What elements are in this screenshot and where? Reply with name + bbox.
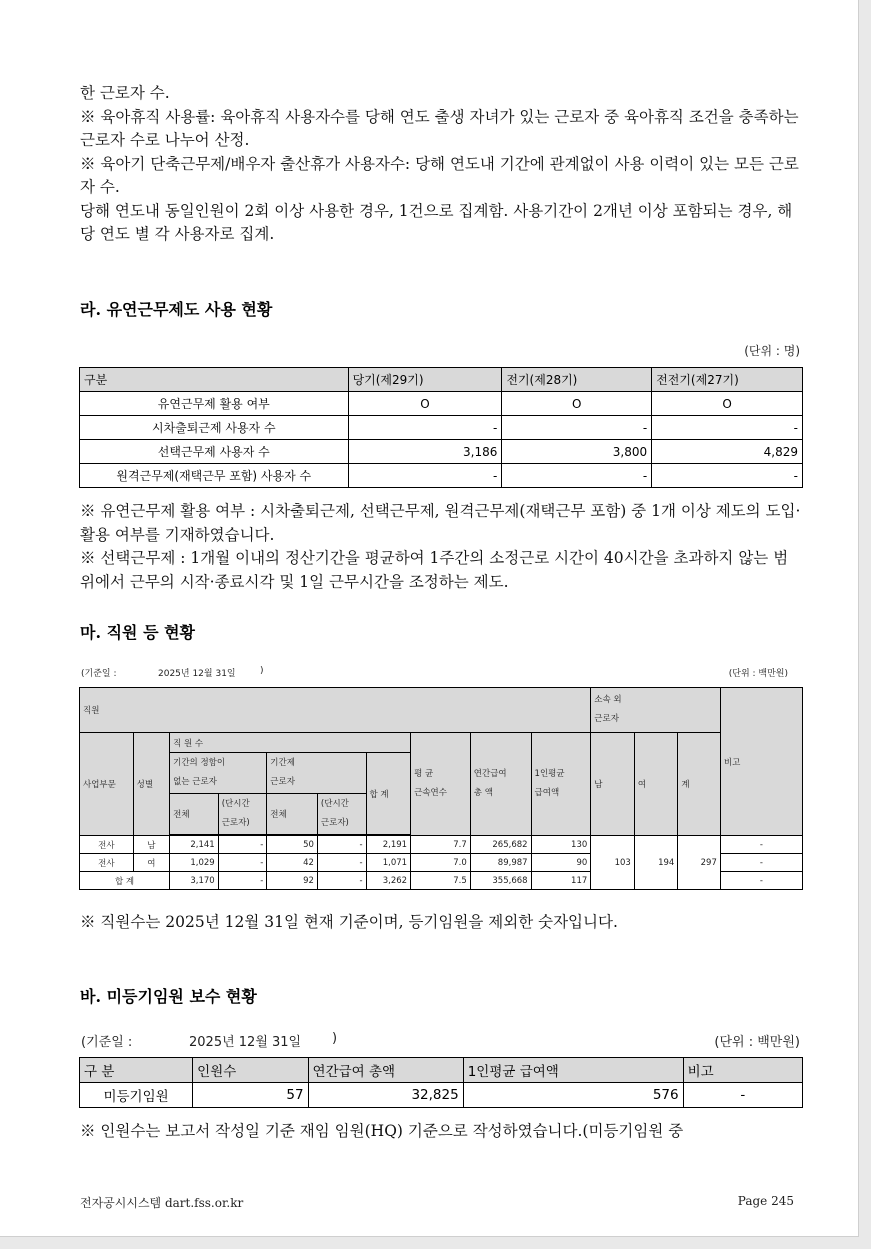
table-row bbox=[80, 392, 803, 416]
sum-header: 합 계 bbox=[366, 753, 411, 835]
row-label: 유연근무제 활용 여부 bbox=[80, 392, 349, 416]
cell: 355,668 bbox=[470, 872, 531, 890]
employee-table bbox=[79, 687, 803, 890]
contract-header: 기간제 근로자 bbox=[267, 753, 366, 794]
perm-short-header: (단시간 근로자) bbox=[218, 794, 267, 835]
cell: O bbox=[348, 392, 502, 416]
section-ra-notes bbox=[80, 500, 802, 594]
outsourced-total: 297 bbox=[678, 836, 721, 890]
table-row bbox=[80, 1083, 803, 1108]
cell: 90 bbox=[531, 854, 591, 872]
section-ma-date-label: (기준일 : bbox=[81, 669, 117, 679]
tenure-header: 평 균 근속연수 bbox=[411, 733, 471, 836]
cell: 4,829 bbox=[652, 440, 803, 464]
table-header-row bbox=[80, 1058, 803, 1083]
header-cell: 전기(제28기) bbox=[502, 368, 652, 392]
header-cell: 1인평균 급여액 bbox=[463, 1058, 683, 1083]
section-ba-date-label: (기준일 : bbox=[81, 1035, 133, 1050]
cell: - bbox=[317, 872, 366, 890]
cell: 7.7 bbox=[411, 836, 471, 854]
cell: - bbox=[652, 416, 803, 440]
section-ba-date: 2025년 12월 31일 bbox=[189, 1035, 302, 1050]
outsourced-header: 소속 외 근로자 bbox=[591, 688, 721, 733]
footer-source: 전자공시시스템 dart.fss.or.kr bbox=[80, 1196, 244, 1210]
cell: 92 bbox=[267, 872, 318, 890]
unregistered-executive-table bbox=[79, 1057, 803, 1108]
cell: O bbox=[652, 392, 803, 416]
perm-total-header: 전체 bbox=[170, 794, 219, 835]
contract-short-header: (단시간 근로자) bbox=[317, 794, 366, 835]
cell: - bbox=[218, 836, 267, 854]
table-row bbox=[80, 464, 803, 488]
row-label: 미등기임원 bbox=[80, 1083, 193, 1108]
payroll-header: 연간급여 총 액 bbox=[470, 733, 531, 836]
cell: - bbox=[317, 836, 366, 854]
table-header-row bbox=[80, 368, 803, 392]
avg-pay-header: 1인평균 급여액 bbox=[531, 733, 591, 836]
header-cell: 구 분 bbox=[80, 1058, 193, 1083]
table-row bbox=[80, 440, 803, 464]
section-ma-date: 2025년 12월 31일 bbox=[158, 669, 236, 679]
division-cell: 전사 bbox=[80, 836, 134, 854]
intro-text bbox=[80, 82, 802, 247]
outsourced-male: 103 bbox=[591, 836, 635, 890]
remarks-header: 비고 bbox=[720, 688, 802, 836]
cell: - bbox=[652, 464, 803, 488]
row-label: 원격근무제(재택근무 포함) 사용자 수 bbox=[80, 464, 349, 488]
row-label: 시차출퇴근제 사용자 수 bbox=[80, 416, 349, 440]
outsourced-female: 194 bbox=[634, 836, 678, 890]
cell: 1,071 bbox=[366, 854, 411, 872]
remark-cell: - bbox=[720, 836, 802, 854]
cell: 32,825 bbox=[308, 1083, 463, 1108]
cell: - bbox=[317, 854, 366, 872]
header-cell: 인원수 bbox=[193, 1058, 308, 1083]
cell: - bbox=[502, 464, 652, 488]
cell: 265,682 bbox=[470, 836, 531, 854]
intro-line: ※ 육아휴직 사용률: 육아휴직 사용자수를 당해 연도 출생 자녀가 있는 근로자 중 육아휴직 조건을 충족하는 근로자 수로 나누어 산정. bbox=[80, 107, 799, 149]
section-ma-title: 마. 직원 등 현황 bbox=[80, 623, 196, 642]
header-cell: 당기(제29기) bbox=[348, 368, 502, 392]
header-cell: 구분 bbox=[80, 368, 349, 392]
cell: 42 bbox=[267, 854, 318, 872]
cell: 50 bbox=[267, 836, 318, 854]
cell: 3,800 bbox=[502, 440, 652, 464]
section-ba-title: 바. 미등기임원 보수 현황 bbox=[80, 987, 257, 1006]
cell: 117 bbox=[531, 872, 591, 890]
cell: 7.0 bbox=[411, 854, 471, 872]
remark-cell: - bbox=[720, 872, 802, 890]
division-header: 사업부문 bbox=[80, 733, 134, 836]
female-header: 여 bbox=[634, 733, 678, 836]
gender-cell: 여 bbox=[133, 854, 169, 872]
cell: 7.5 bbox=[411, 872, 471, 890]
cell: 576 bbox=[463, 1083, 683, 1108]
cell: - bbox=[348, 464, 502, 488]
total-header: 계 bbox=[678, 733, 721, 836]
cell: 57 bbox=[193, 1083, 308, 1108]
permanent-header: 기간의 정함이 없는 근로자 bbox=[170, 753, 267, 794]
flexible-work-table bbox=[79, 367, 803, 488]
cell: - bbox=[218, 854, 267, 872]
cell: 3,170 bbox=[170, 872, 219, 890]
cell: 89,987 bbox=[470, 854, 531, 872]
cell: 3,186 bbox=[348, 440, 502, 464]
table-row bbox=[80, 836, 803, 854]
cell: - bbox=[348, 416, 502, 440]
page-number: Page 245 bbox=[737, 1194, 794, 1208]
intro-line: 한 근로자 수. bbox=[80, 84, 170, 102]
contract-total-header: 전체 bbox=[267, 794, 318, 835]
section-ba-note: ※ 인원수는 보고서 작성일 기준 재임 임원(HQ) 기준으로 작성하였습니다.(미등기임원 중 bbox=[80, 1122, 684, 1140]
division-cell: 전사 bbox=[80, 854, 134, 872]
section-ma-unit: (단위 : 백만원) bbox=[728, 669, 788, 679]
cell: 2,191 bbox=[366, 836, 411, 854]
note-line: ※ 선택근무제 : 1개월 이내의 정산기간을 평균하여 1주간의 소정근로 시간이 40시간을 초과하지 않는 범위에서 근무의 시작·종료시각 및 1일 근무시간을 조정하는 제도. bbox=[80, 549, 789, 591]
section-ma-note: ※ 직원수는 2025년 12월 31일 현재 기준이며, 등기임원을 제외한 숫자입니다. bbox=[80, 913, 618, 931]
male-header: 남 bbox=[591, 733, 635, 836]
header-cell: 연간급여 총액 bbox=[308, 1058, 463, 1083]
cell: - bbox=[218, 872, 267, 890]
intro-line: 당해 연도내 동일인원이 2회 이상 사용한 경우, 1건으로 집계함. 사용기간이 2개년 이상 포함되는 경우, 해당 연도 별 각 사용자로 집계. bbox=[80, 201, 793, 243]
headcount-header: 직 원 수 bbox=[170, 733, 411, 753]
row-label: 선택근무제 사용자 수 bbox=[80, 440, 349, 464]
remark-cell: - bbox=[720, 854, 802, 872]
section-ma-date-close: ) bbox=[260, 666, 264, 676]
cell: 3,262 bbox=[366, 872, 411, 890]
cell: 2,141 bbox=[170, 836, 219, 854]
note-line: ※ 유연근무제 활용 여부 : 시차출퇴근제, 선택근무제, 원격근무제(재택근무 포함) 중 1개 이상 제도의 도입·활용 여부를 기재하였습니다. bbox=[80, 502, 801, 544]
header-cell: 비고 bbox=[683, 1058, 802, 1083]
cell: - bbox=[502, 416, 652, 440]
cell: - bbox=[683, 1083, 802, 1108]
division-cell: 합 계 bbox=[80, 872, 170, 890]
header-cell: 전전기(제27기) bbox=[652, 368, 803, 392]
section-ra-unit: (단위 : 명) bbox=[744, 344, 800, 358]
cell: 130 bbox=[531, 836, 591, 854]
staff-header: 직원 bbox=[80, 688, 591, 733]
cell: 1,029 bbox=[170, 854, 219, 872]
table-row bbox=[80, 416, 803, 440]
intro-line: ※ 육아기 단축근무제/배우자 출산휴가 사용자수: 당해 연도내 기간에 관계없이 사용 이력이 있는 모든 근로자 수. bbox=[80, 154, 799, 196]
section-ba-unit: (단위 : 백만원) bbox=[714, 1035, 800, 1050]
gender-cell: 남 bbox=[133, 836, 169, 854]
section-ra-title: 라. 유연근무제도 사용 현황 bbox=[80, 300, 273, 319]
gender-header: 성별 bbox=[133, 733, 169, 836]
cell: O bbox=[502, 392, 652, 416]
section-ba-date-close: ) bbox=[332, 1031, 338, 1046]
